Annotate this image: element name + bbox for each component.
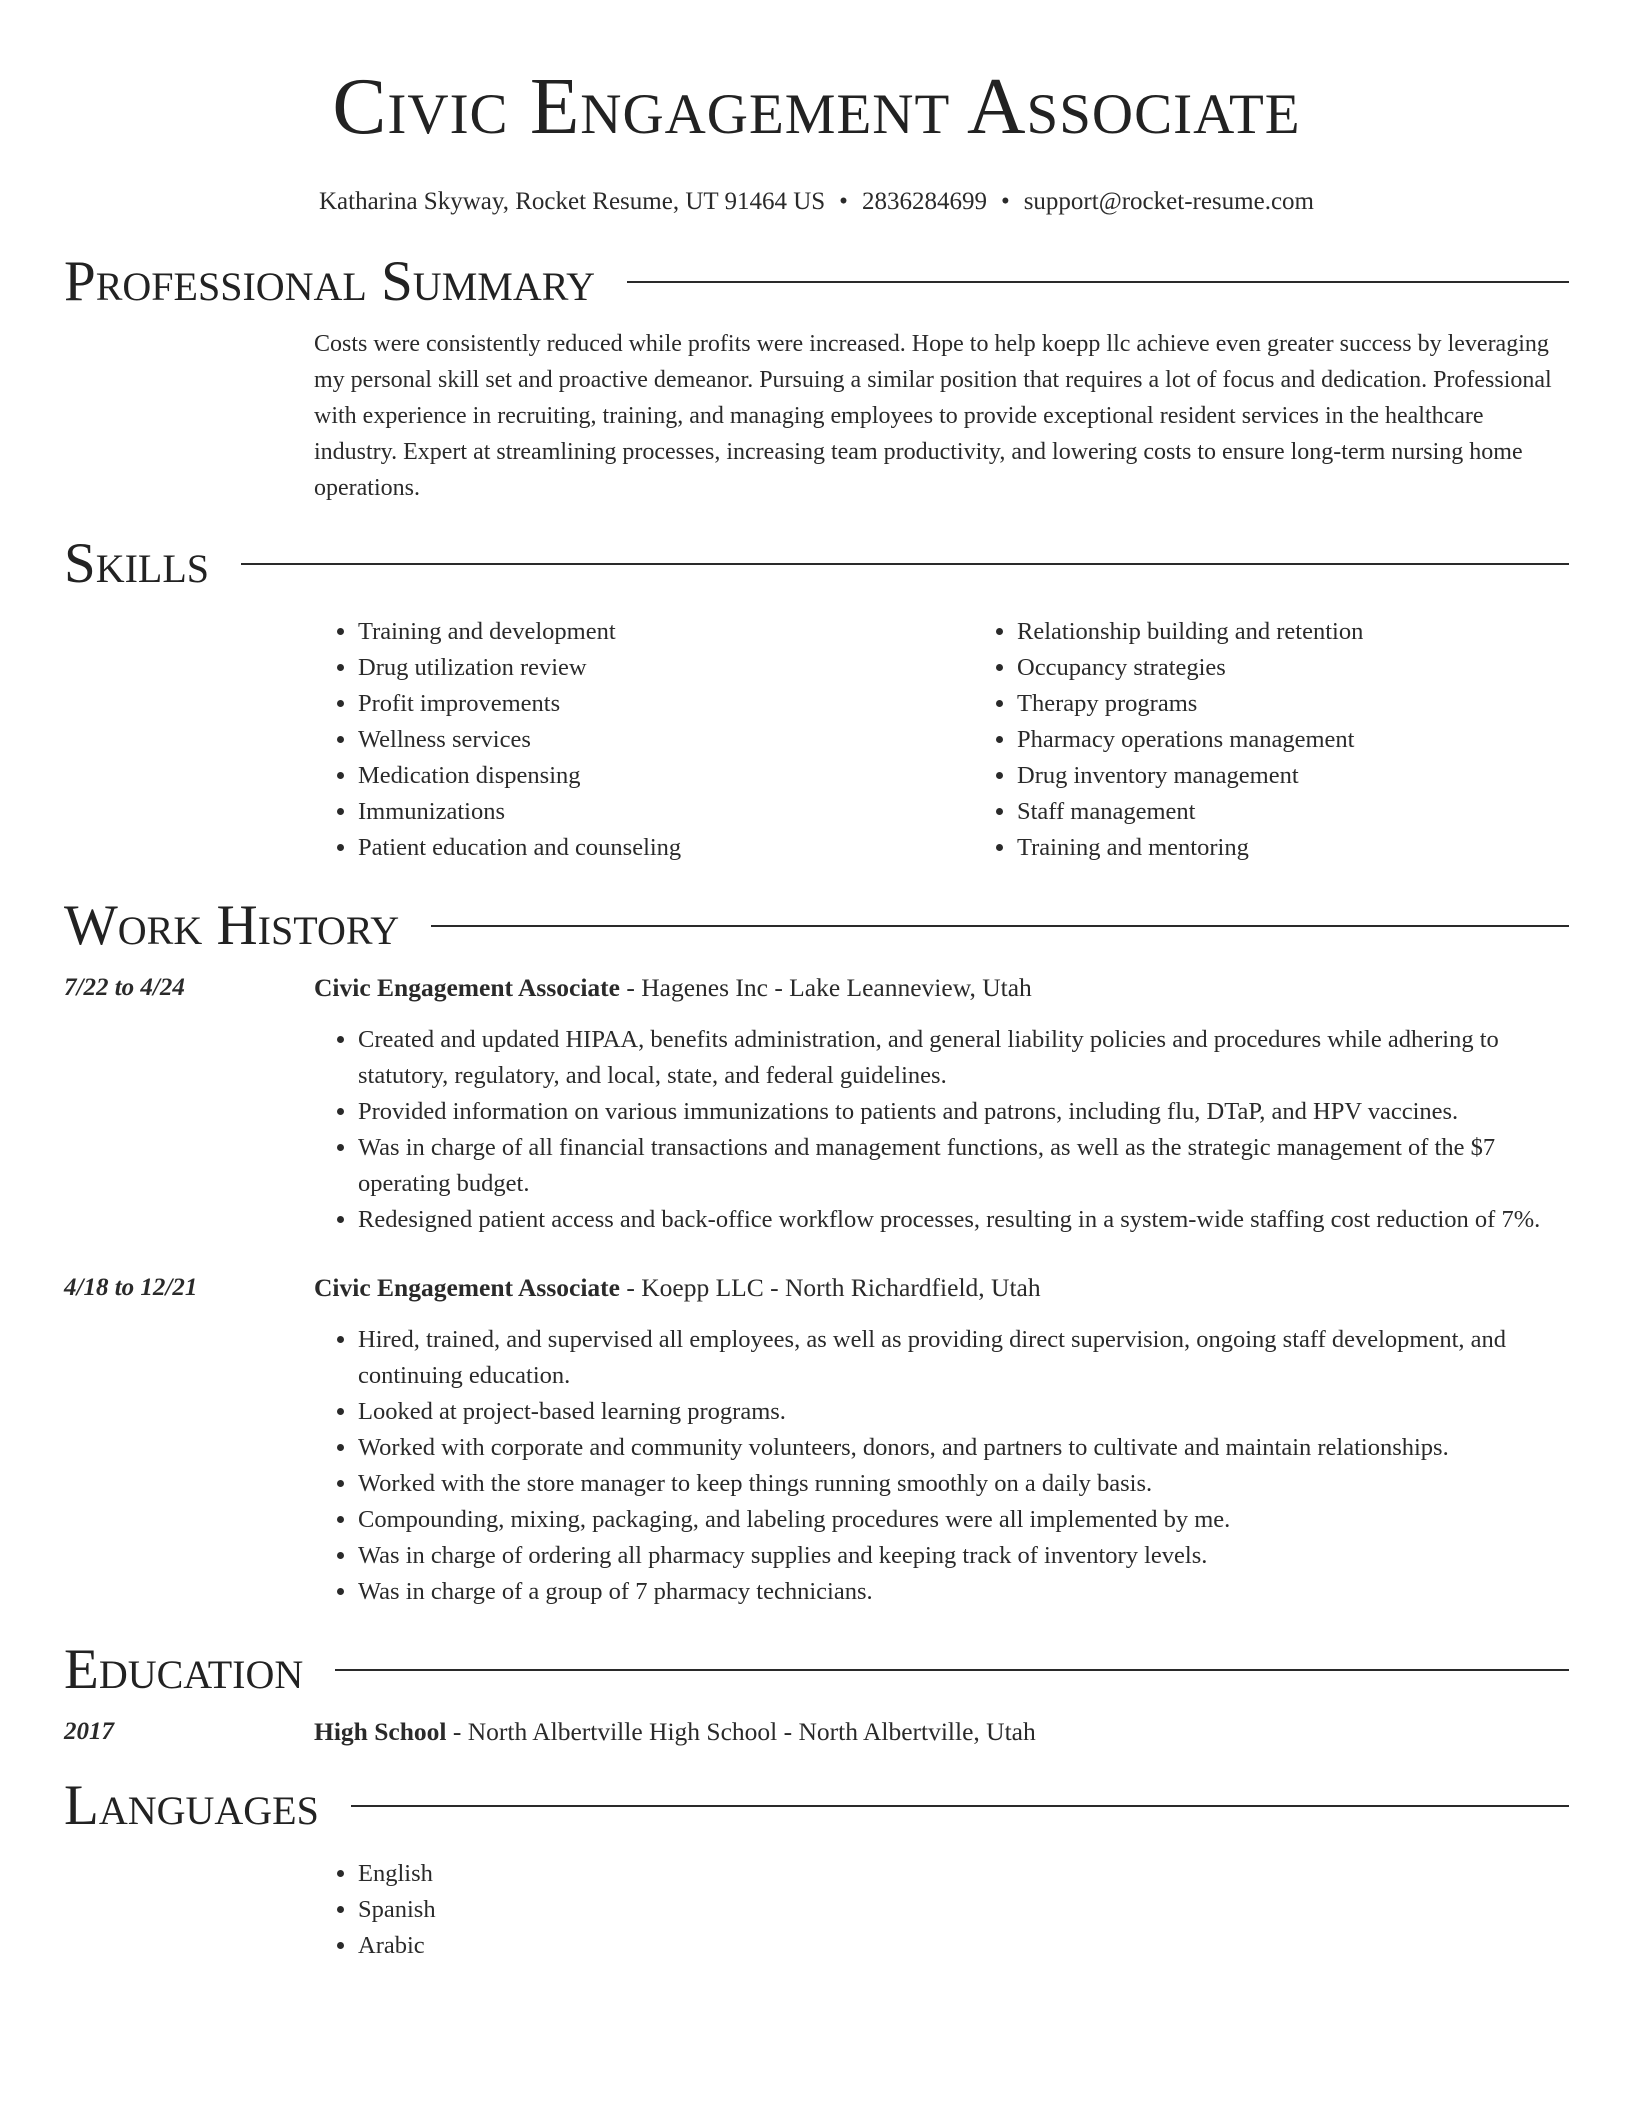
job-bullets [314,1322,1569,1610]
job-bullet: • Worked with the store manager to keep things running smoothly on a daily basis. [358,1466,1569,1502]
education-heading: Education [64,1638,304,1701]
skill-item: • Training and mentoring [1017,830,1632,866]
work-heading: Work History [64,894,400,957]
skill-item: • Profit improvements [358,686,973,722]
skill-item: • Drug inventory management [1017,758,1632,794]
job-heading [314,970,1569,1006]
work-section-header [64,896,1569,956]
bullet-separator: • [839,188,848,215]
skills-grid [314,614,1632,866]
education-degree: High School [314,1717,447,1746]
languages-list [314,1856,1569,1964]
section-divider [241,563,1569,565]
skills-list-left [314,614,973,866]
job-bullet: • Created and updated HIPAA, benefits administration, and general liability policies and procedures while adhering to statutory, regulatory, and local, state, and federal guidelines. [358,1022,1569,1094]
summary-text: Costs were consistently reduced while profits were increased. Hope to help koepp llc achieve even greater success by leveraging my personal skill set and proactive demeanor. Pursuing a similar position that requires a lot of focus and dedication. Professional with experience in recruiting, training, and managing employees to provide exceptional resident services in the healthcare industry. Expert at streamlining processes, increasing team productivity, and lowering costs to ensure long-term nursing home operations. [314,331,1552,501]
job-employer-location: - Koepp LLC - North Richardfield, Utah [619,1273,1041,1302]
job-employer-location: - Hagenes Inc - Lake Leanneview, Utah [619,973,1032,1002]
job-bullet: • Was in charge of all financial transactions and management functions, as well as the strategic management of the $7 operating budget. [358,1130,1569,1202]
job-entry [64,970,1569,1238]
education-heading-line [314,1714,1569,1750]
languages-heading: Languages [64,1774,319,1837]
candidate-title: Civic Engagement Associate [332,61,1301,151]
job-bullet: • Looked at project-based learning programs. [358,1394,1569,1430]
summary-heading: Professional Summary [64,250,596,313]
summary-left-spacer [64,326,314,506]
summary-section-header [64,252,1569,312]
skill-item: • Therapy programs [1017,686,1632,722]
education-entry [64,1714,1569,1750]
section-divider [335,1669,1569,1671]
skills-list-right [973,614,1632,866]
skills-left-spacer [64,614,314,866]
job-dates: 4/18 to 12/21 [64,1274,198,1301]
job-dates: 7/22 to 4/24 [64,974,185,1001]
skills-section-header [64,534,1569,594]
skill-item: • Staff management [1017,794,1632,830]
skill-item: • Occupancy strategies [1017,650,1632,686]
skills-row [64,614,1569,866]
education-school-location: - North Albertville High School - North Albertville, Utah [446,1717,1036,1746]
skill-item: • Relationship building and retention [1017,614,1632,650]
skill-item: • Pharmacy operations management [1017,722,1632,758]
skill-item: • Medication dispensing [358,758,973,794]
job-entry [64,1270,1569,1610]
job-bullet: • Was in charge of a group of 7 pharmacy technicians. [358,1574,1569,1610]
languages-left-spacer [64,1856,314,1964]
bullet-separator: • [1000,188,1010,215]
education-year: 2017 [64,1718,114,1745]
languages-row [64,1856,1569,1964]
job-title: Civic Engagement Associate [314,1273,620,1302]
job-bullet: • Hired, trained, and supervised all employees, as well as providing direct supervision, ongoing staff development, and continuing education. [358,1322,1569,1394]
job-heading [314,1270,1569,1306]
skill-item: • Wellness services [358,722,973,758]
language-item: • Arabic [358,1928,1569,1964]
skill-item: • Immunizations [358,794,973,830]
job-bullet: • Was in charge of ordering all pharmacy supplies and keeping track of inventory levels. [358,1538,1569,1574]
language-item: • English [358,1856,1569,1892]
skill-item: • Drug utilization review [358,650,973,686]
section-divider [431,925,1569,927]
section-divider [351,1805,1569,1807]
contact-line [64,186,1569,218]
job-bullets [314,1022,1569,1238]
job-bullet: • Provided information on various immunizations to patients and patrons, including flu, DTaP, and HPV vaccines. [358,1094,1569,1130]
languages-section-header [64,1776,1569,1836]
summary-row [64,326,1569,506]
job-bullet: • Worked with corporate and community volunteers, donors, and partners to cultivate and maintain relationships. [358,1430,1569,1466]
address: Katharina Skyway, Rocket Resume, UT 91464 US [318,188,826,215]
phone: 2836284699 [861,188,987,215]
job-bullet: • Redesigned patient access and back-office workflow processes, resulting in a system-wide staffing cost reduction of 7%. [358,1202,1569,1238]
skill-item: • Training and development [358,614,973,650]
job-bullet: • Compounding, mixing, packaging, and labeling procedures were all implemented by me. [358,1502,1569,1538]
section-divider [627,281,1569,283]
education-section-header [64,1640,1569,1700]
skill-item: • Patient education and counseling [358,830,973,866]
job-title: Civic Engagement Associate [314,973,620,1002]
language-item: • Spanish [358,1892,1569,1928]
skills-heading: Skills [64,532,210,595]
email: support@rocket-resume.com [1023,188,1314,215]
